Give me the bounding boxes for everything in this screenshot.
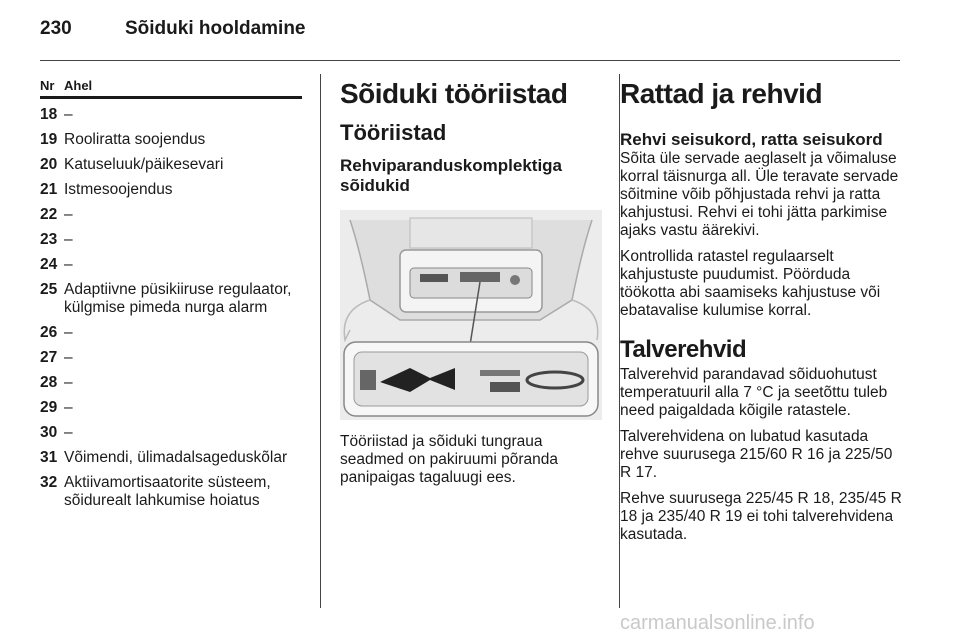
col-header-circuit: Ahel	[64, 78, 93, 93]
fuse-circuit: Rooliratta soojendus	[64, 131, 206, 148]
table-row	[40, 349, 302, 367]
fuse-number: 21	[40, 181, 58, 198]
col-header-nr: Nr	[40, 78, 55, 93]
tyre-condition-para-2: Kontrollida ratastel regulaarselt kahjustuste puudumist. Pöörduda töökotta abi saamiseks kahjustuse või ebatavalise kulumise korral.	[620, 248, 881, 319]
fuse-number: 23	[40, 231, 58, 248]
winter-tyres-heading: Talverehvid	[620, 336, 747, 363]
fuse-circuit: Adaptiivne püsikiiruse regulaator, külgmise pimeda nurga alarm	[64, 281, 292, 316]
table-row	[40, 281, 302, 317]
fuse-number: 32	[40, 474, 58, 491]
fuse-circuit: Võimendi, ülimadalsageduskõlar	[64, 449, 288, 466]
table-row	[40, 474, 302, 510]
fuse-circuit: –	[64, 256, 73, 273]
header-rule	[40, 60, 900, 61]
fuse-number: 18	[40, 106, 58, 123]
fuse-circuit: Istmesoojendus	[64, 181, 173, 198]
fuse-circuit: –	[64, 231, 73, 248]
fuse-table-header	[40, 78, 302, 99]
tyre-condition-heading: Rehvi seisukord, ratta seisukord	[620, 130, 883, 149]
tools-heading: Sõiduki tööriistad	[340, 78, 568, 109]
fuse-circuit: –	[64, 374, 73, 391]
table-row	[40, 449, 302, 467]
tools-kit-heading: Rehviparanduskomplektiga sõidukid	[340, 156, 563, 195]
column-divider	[320, 74, 321, 608]
watermark: carmanualsonline.info	[620, 612, 815, 634]
table-row	[40, 424, 302, 442]
table-row	[40, 374, 302, 392]
table-row	[40, 324, 302, 342]
tyres-section	[620, 78, 902, 544]
page-section-title: Sõiduki hooldamine	[124, 18, 306, 39]
fuse-number: 25	[40, 281, 58, 298]
fuse-number: 24	[40, 256, 58, 273]
fuse-number: 31	[40, 449, 58, 466]
winter-tyres-para-3: Rehve suurusega 225/45 R 18, 235/45 R 18 ja 235/40 R 19 ei tohi talverehvidena kasutada.	[620, 490, 902, 543]
fuse-circuit: –	[64, 399, 73, 416]
winter-tyres-para-1: Talverehvid parandavad sõiduohutust temperatuuril alla 7 °C ja seetõttu tuleb need paigaldada kõigile ratastele.	[620, 366, 888, 419]
table-row	[40, 206, 302, 224]
table-row	[40, 256, 302, 274]
table-row	[40, 106, 302, 124]
tools-subheading: Tööriistad	[340, 120, 447, 145]
table-row	[40, 131, 302, 149]
fuse-number: 20	[40, 156, 58, 173]
page-number: 230	[40, 18, 72, 39]
table-row	[40, 181, 302, 199]
fuse-table-body	[40, 106, 302, 510]
tools-caption: Tööriistad ja sõiduki tungraua seadmed on pakiruumi põranda panipaigas tagaluugi ees.	[340, 433, 558, 486]
table-row	[40, 399, 302, 417]
tools-illustration	[340, 210, 602, 420]
tyres-heading: Rattad ja rehvid	[620, 78, 823, 109]
fuse-circuit: –	[64, 424, 73, 441]
fuse-number: 30	[40, 424, 58, 441]
fuse-number: 22	[40, 206, 58, 223]
fuse-number: 26	[40, 324, 58, 341]
tyre-condition-para-1: Sõita üle servade aeglaselt ja võimaluse korral täisnurga all. Üle teravate servade sõitmine võib põhjustada rehvi ja ratta kahjustusi. Rehvi ei tohi jätta parkimise ajaks vastu äärekivi.	[620, 150, 899, 239]
page-header	[40, 18, 306, 40]
fuse-circuit: Katuseluuk/päikesevari	[64, 156, 224, 173]
fuse-number: 27	[40, 349, 58, 366]
tools-section	[340, 78, 602, 487]
table-row	[40, 156, 302, 174]
fuse-number: 29	[40, 399, 58, 416]
fuse-circuit: –	[64, 349, 73, 366]
winter-tyres-para-2: Talverehvidena on lubatud kasutada rehve suurusega 215/60 R 16 ja 225/50 R 17.	[620, 428, 893, 481]
fuse-number: 19	[40, 131, 58, 148]
fuse-circuit: –	[64, 106, 73, 123]
table-row	[40, 231, 302, 249]
fuse-number: 28	[40, 374, 58, 391]
fuse-table	[40, 78, 302, 510]
fuse-circuit: Aktiivamortisaatorite süsteem, sõidurealt lahkumise hoiatus	[64, 474, 271, 509]
fuse-circuit: –	[64, 206, 73, 223]
fuse-circuit: –	[64, 324, 73, 341]
